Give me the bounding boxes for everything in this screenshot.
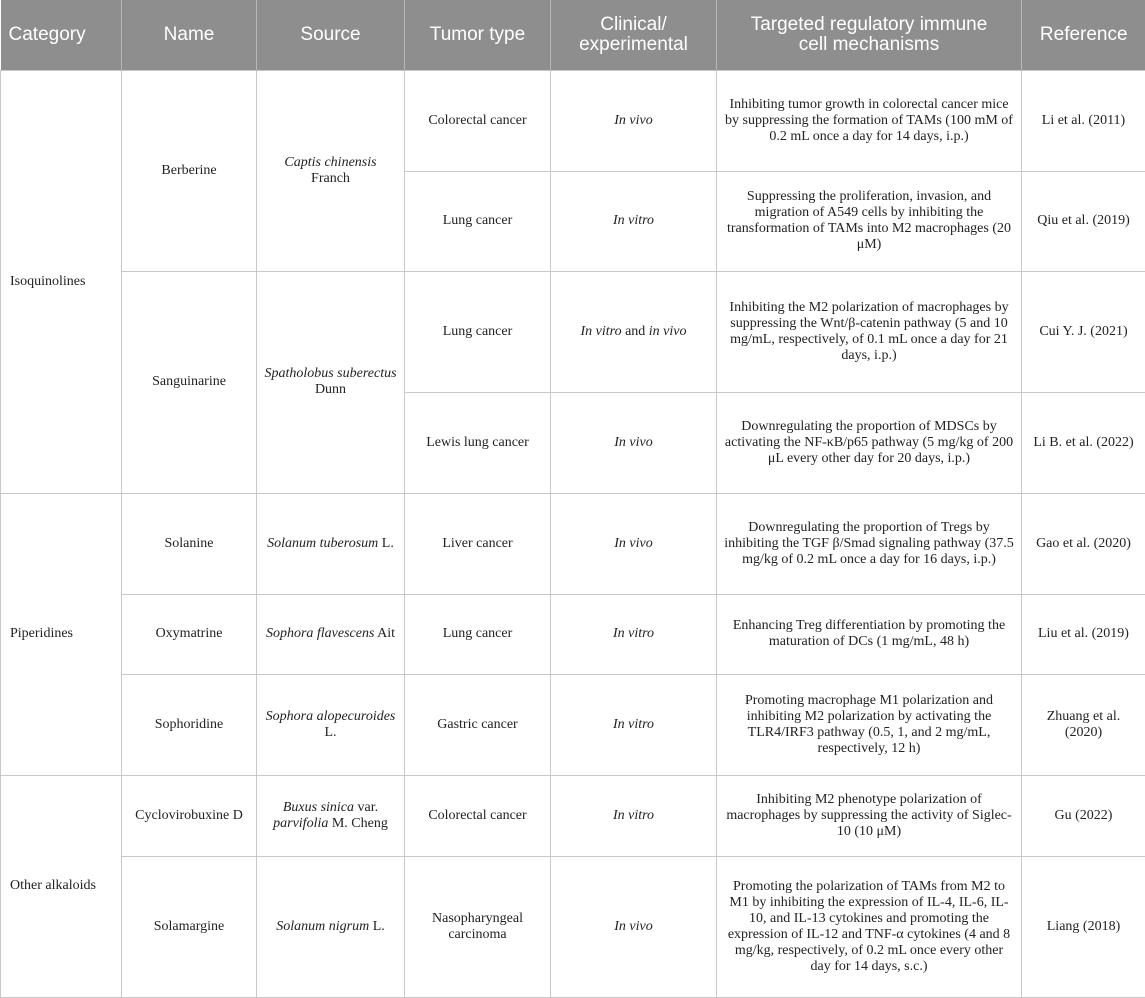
tumor-cell: Nasopharyngeal carcinoma [405, 856, 551, 997]
reference-cell: Liu et al. (2019) [1022, 594, 1145, 674]
source-author: Ait [377, 626, 395, 641]
clinical-cell: In vivo [551, 70, 717, 171]
table-row [1, 775, 1145, 856]
header-name: Name [122, 0, 257, 70]
reference-cell: Zhuang et al. (2020) [1022, 674, 1145, 775]
source-variety: parvifolia [273, 816, 328, 831]
tumor-cell: Lewis lung cancer [405, 392, 551, 493]
name-cell: Berberine [122, 70, 257, 271]
reference-cell: Qiu et al. (2019) [1022, 171, 1145, 271]
mechanism-cell: Promoting macrophage M1 polarization and inhibiting M2 polarization by activating the TLR4/IRF3 pathway (0.5, 1, and 2 mg/mL, respectively, 12 h) [717, 674, 1022, 775]
source-cell [257, 70, 405, 271]
header-clinical-line1: Clinical/ [557, 15, 710, 35]
source-author: M. Cheng [332, 816, 388, 831]
name-cell: Sanguinarine [122, 271, 257, 493]
header-clinical [551, 0, 717, 70]
clinical-cell: In vitro [551, 775, 717, 856]
mechanism-cell: Inhibiting the M2 polarization of macrophages by suppressing the Wnt/β-catenin pathway (5 and 10 mg/mL, respectively, of 0.1 mL once a day for 21 days, i.p.) [717, 271, 1022, 392]
tumor-cell: Gastric cancer [405, 674, 551, 775]
source-species: Captis chinensis [284, 155, 376, 170]
source-cell [257, 271, 405, 493]
clinical-and: and [625, 324, 645, 339]
source-cell [257, 856, 405, 997]
mechanism-cell: Inhibiting M2 phenotype polarization of macrophages by suppressing the activity of Siglec-10 (10 μM) [717, 775, 1022, 856]
source-rank: var. [358, 800, 379, 815]
source-species: Spatholobus suberectus [264, 366, 396, 381]
reference-cell: Liang (2018) [1022, 856, 1145, 997]
category-cell: Other alkaloids [1, 775, 122, 997]
reference-cell: Gu (2022) [1022, 775, 1145, 856]
source-species: Sophora alopecuroides [266, 709, 396, 724]
tumor-cell: Liver cancer [405, 493, 551, 594]
name-cell: Oxymatrine [122, 594, 257, 674]
source-author: Franch [311, 171, 350, 186]
table-row [1, 70, 1145, 171]
header-category: Category [1, 0, 122, 70]
header-reference: Reference [1022, 0, 1145, 70]
source-author: L. [382, 536, 394, 551]
source-author: Dunn [315, 382, 346, 397]
header-mechanism-line2: cell mechanisms [723, 35, 1015, 55]
source-species: Buxus sinica [283, 800, 354, 815]
clinical-cell: In vivo [551, 392, 717, 493]
tumor-cell: Colorectal cancer [405, 70, 551, 171]
clinical-cell: In vitro [551, 171, 717, 271]
source-species: Solanum tuberosum [267, 536, 378, 551]
reference-cell: Cui Y. J. (2021) [1022, 271, 1145, 392]
clinical-a: In vitro [580, 324, 621, 339]
mechanism-cell: Suppressing the proliferation, invasion, and migration of A549 cells by inhibiting the transformation of TAMs into M2 macrophages (20 μM) [717, 171, 1022, 271]
reference-cell: Li B. et al. (2022) [1022, 392, 1145, 493]
mechanism-cell: Enhancing Treg differentiation by promoting the maturation of DCs (1 mg/mL, 48 h) [717, 594, 1022, 674]
clinical-cell [551, 271, 717, 392]
source-cell [257, 674, 405, 775]
source-cell [257, 594, 405, 674]
table-row [1, 271, 1145, 392]
header-tumor-type: Tumor type [405, 0, 551, 70]
reference-cell: Gao et al. (2020) [1022, 493, 1145, 594]
tumor-cell: Lung cancer [405, 171, 551, 271]
source-species: Sophora flavescens [266, 626, 374, 641]
source-cell [257, 493, 405, 594]
clinical-cell: In vivo [551, 856, 717, 997]
mechanism-cell: Downregulating the proportion of Tregs by inhibiting the TGF β/Smad signaling pathway (37.5 mg/kg of 0.2 mL once a day for 16 days, i.p.) [717, 493, 1022, 594]
header-mechanism [717, 0, 1022, 70]
header-mechanism-line1: Targeted regulatory immune [723, 15, 1015, 35]
header-source: Source [257, 0, 405, 70]
header-clinical-line2: experimental [557, 35, 710, 55]
clinical-cell: In vitro [551, 674, 717, 775]
clinical-b: in vivo [649, 324, 687, 339]
mechanism-cell: Promoting the polarization of TAMs from M2 to M1 by inhibiting the expression of IL-4, IL-6, IL-10, and IL-13 cytokines and promoting the expression of IL-12 and TNF-α cytokines (4 and 8 mg/kg, respectively, of 0.2 mL once every other day for 14 days, s.c.) [717, 856, 1022, 997]
table-row [1, 493, 1145, 594]
header-row [1, 0, 1145, 70]
name-cell: Sophoridine [122, 674, 257, 775]
name-cell: Cyclovirobuxine D [122, 775, 257, 856]
name-cell: Solamargine [122, 856, 257, 997]
name-cell: Solanine [122, 493, 257, 594]
clinical-cell: In vivo [551, 493, 717, 594]
source-species: Solanum nigrum [276, 919, 369, 934]
table-row [1, 674, 1145, 775]
tumor-cell: Lung cancer [405, 271, 551, 392]
tumor-cell: Lung cancer [405, 594, 551, 674]
category-cell: Piperidines [1, 493, 122, 775]
table-row [1, 594, 1145, 674]
source-author: L. [373, 919, 385, 934]
source-author: L. [324, 725, 336, 740]
tumor-cell: Colorectal cancer [405, 775, 551, 856]
source-cell [257, 775, 405, 856]
mechanism-cell: Downregulating the proportion of MDSCs by activating the NF-κB/p65 pathway (5 mg/kg of 200 μL every other day for 20 days, i.p.) [717, 392, 1022, 493]
mechanism-cell: Inhibiting tumor growth in colorectal cancer mice by suppressing the formation of TAMs (100 mM of 0.2 mL once a day for 14 days, i.p.) [717, 70, 1022, 171]
reference-cell: Li et al. (2011) [1022, 70, 1145, 171]
category-cell: Isoquinolines [1, 70, 122, 493]
clinical-cell: In vitro [551, 594, 717, 674]
table-row [1, 856, 1145, 997]
